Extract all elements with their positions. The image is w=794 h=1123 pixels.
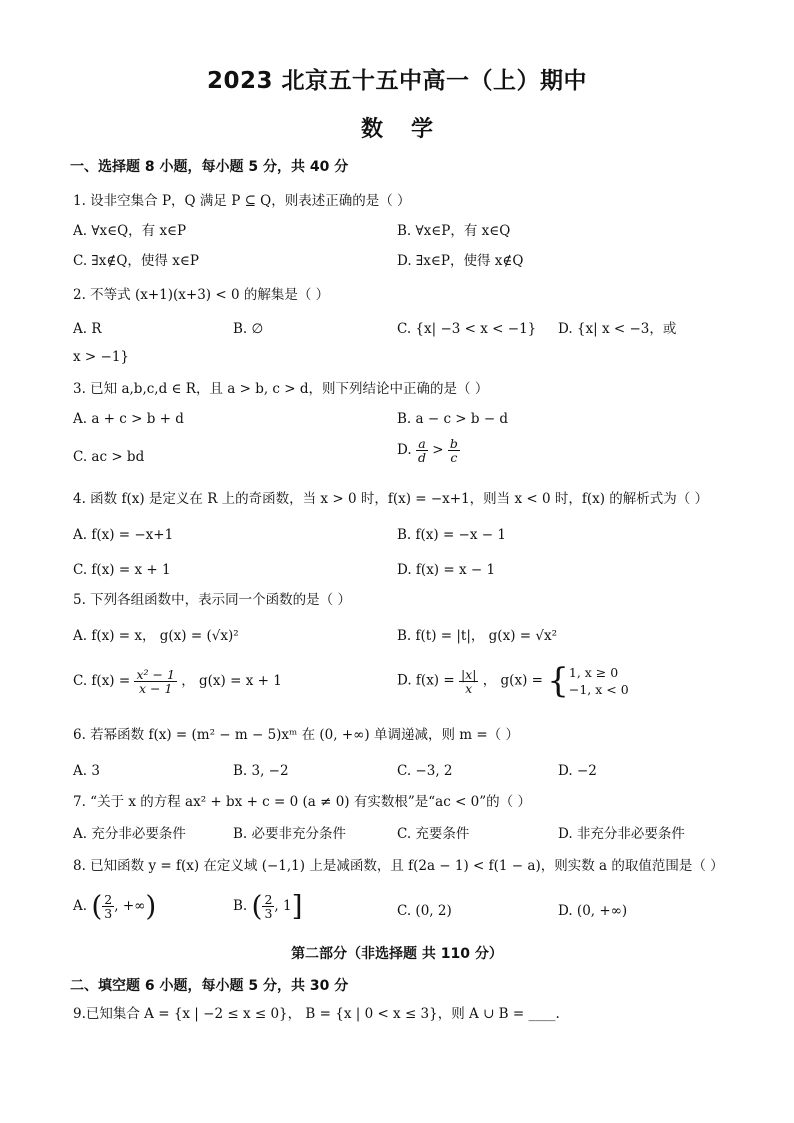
piecewise-function xyxy=(547,661,629,701)
fraction xyxy=(262,893,274,920)
question-3-option-d-label: D. xyxy=(397,442,412,458)
question-2-option-d: D. {x| x < −3，或 xyxy=(558,321,677,337)
section-heading-fill-in: 二、填空题 6 小题，每小题 5 分，共 30 分 xyxy=(70,978,349,994)
question-4-option-d: D. f(x) = x − 1 xyxy=(397,562,496,578)
fraction xyxy=(416,437,428,464)
left-paren-icon: ( xyxy=(91,889,103,923)
interval-tail: , 1 xyxy=(274,898,292,914)
question-5-option-d-label: D. f(x) = xyxy=(397,672,455,689)
question-5-stem: 5. 下列各组函数中，表示同一个函数的是（ ） xyxy=(73,592,351,608)
question-4-option-a: A. f(x) = −x+1 xyxy=(73,527,174,543)
question-9-stem: 9.已知集合 A = {x | −2 ≤ x ≤ 0}， B = {x | 0 < x ≤ 3}，则 A ∪ B = ____. xyxy=(73,1006,560,1022)
fraction-denominator: 3 xyxy=(104,906,113,921)
question-1-option-b: B. ∀x∈P，有 x∈Q xyxy=(397,223,511,239)
question-5-option-a: A. f(x) = x， g(x) = (√x)² xyxy=(73,628,239,644)
question-6-option-c: C. −3, 2 xyxy=(397,763,453,779)
question-4-stem: 4. 函数 f(x) 是定义在 R 上的奇函数，当 x > 0 时，f(x) = −x+1，则当 x < 0 时，f(x) 的解析式为（ ） xyxy=(73,491,709,507)
question-3-option-a: A. a + c > b + d xyxy=(73,411,184,427)
fraction-numerator: 2 xyxy=(104,892,113,907)
right-paren-icon: ) xyxy=(145,889,157,923)
question-8-option-a-label: A. xyxy=(73,898,88,914)
fraction-denominator: x xyxy=(465,680,473,696)
piecewise-case-2: −1, x < 0 xyxy=(568,682,629,697)
fraction xyxy=(134,668,176,695)
question-5-option-d-mid: ， g(x) = xyxy=(482,672,543,689)
question-8-stem: 8. 已知函数 y = f(x) 在定义域 (−1,1) 上是减函数，且 f(2a − 1) < f(1 − a)，则实数 a 的取值范围是（ ） xyxy=(73,858,724,874)
part-2-title: 第二部分（非选择题 共 110 分） xyxy=(291,946,503,962)
question-2-option-d-continued: x > −1} xyxy=(73,349,129,365)
question-1-stem: 1. 设非空集合 P，Q 满足 P ⊆ Q，则表述正确的是（ ） xyxy=(73,193,411,209)
question-3-stem: 3. 已知 a,b,c,d ∈ R，且 a > b, c > d，则下列结论中正确的是（ ） xyxy=(73,381,489,397)
question-5-option-b: B. f(t) = |t|， g(x) = √x² xyxy=(397,628,557,644)
question-3-option-d xyxy=(397,437,460,464)
fraction-numerator: a xyxy=(416,437,428,451)
fraction-denominator: c xyxy=(450,450,458,465)
fraction xyxy=(102,893,114,920)
question-7-stem: 7. “关于 x 的方程 ax² + bx + c = 0 (a ≠ 0) 有实数根”是“ac < 0”的（ ） xyxy=(73,794,531,810)
question-6-option-b: B. 3, −2 xyxy=(233,763,289,779)
fraction xyxy=(459,668,478,695)
exam-title: 2023 北京五十五中高一（上）期中 xyxy=(206,68,588,94)
question-6-option-d: D. −2 xyxy=(558,763,597,779)
question-7-option-a: A. 充分非必要条件 xyxy=(73,826,186,842)
question-5-option-c xyxy=(73,668,282,695)
left-paren-icon: ( xyxy=(251,889,263,923)
question-5-option-c-rest: ， g(x) = x + 1 xyxy=(181,673,282,689)
question-1-option-c: C. ∃x∉Q，使得 x∈P xyxy=(73,253,199,269)
operator: > xyxy=(432,442,444,458)
question-5-option-d xyxy=(397,661,629,701)
right-paren-icon: ] xyxy=(291,889,303,923)
question-8-option-d: D. (0, +∞) xyxy=(558,903,628,919)
question-1-option-a: A. ∀x∈Q，有 x∈P xyxy=(73,223,187,239)
question-6-option-a: A. 3 xyxy=(73,763,100,779)
question-2-option-a: A. R xyxy=(73,321,102,337)
question-2-stem: 2. 不等式 (x+1)(x+3) < 0 的解集是（ ） xyxy=(73,287,330,303)
question-7-option-b: B. 必要非充分条件 xyxy=(233,826,347,842)
fraction-numerator: |x| xyxy=(460,666,477,682)
question-4-option-b: B. f(x) = −x − 1 xyxy=(397,527,506,543)
question-6-stem: 6. 若幂函数 f(x) = (m² − m − 5)xᵐ 在 (0, +∞) 单调递减，则 m =（ ） xyxy=(73,727,519,743)
question-4-option-c: C. f(x) = x + 1 xyxy=(73,562,171,578)
question-8-option-c: C. (0, 2) xyxy=(397,903,452,919)
question-8-option-b-label: B. xyxy=(233,898,248,914)
question-7-option-c: C. 充要条件 xyxy=(397,826,470,842)
piecewise-cases xyxy=(569,664,629,698)
piecewise-case-1: 1, x ≥ 0 xyxy=(568,665,619,680)
fraction-denominator: 3 xyxy=(264,906,273,921)
left-brace-icon: { xyxy=(547,661,569,701)
question-2-option-b: B. ∅ xyxy=(233,321,264,337)
fraction-denominator: d xyxy=(417,450,426,465)
fraction-denominator: x − 1 xyxy=(138,681,173,696)
fraction xyxy=(448,437,460,464)
question-5-option-c-label: C. f(x) = xyxy=(73,673,131,689)
section-heading-choice: 一、选择题 8 小题，每小题 5 分，共 40 分 xyxy=(70,159,349,175)
fraction-numerator: x² − 1 xyxy=(136,667,175,682)
question-1-option-d: D. ∃x∈P，使得 x∉Q xyxy=(397,253,524,269)
fraction-numerator: b xyxy=(449,436,458,451)
question-3-option-c: C. ac > bd xyxy=(73,449,145,465)
question-8-option-b xyxy=(233,889,303,923)
exam-subject: 数学 xyxy=(360,117,461,142)
question-3-option-b: B. a − c > b − d xyxy=(397,411,509,427)
question-7-option-d: D. 非充分非必要条件 xyxy=(558,826,685,842)
question-8-option-a xyxy=(73,889,157,923)
interval-tail: , +∞ xyxy=(114,898,146,914)
fraction-numerator: 2 xyxy=(264,892,273,907)
question-2-option-c: C. {x| −3 < x < −1} xyxy=(397,321,537,337)
